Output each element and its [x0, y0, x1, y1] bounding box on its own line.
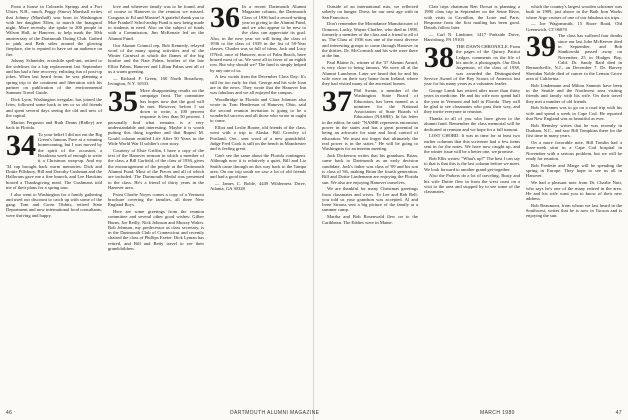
paragraph-text: Outside of an international mix, we reflected soberly on hunger. Dress for our next age with in San Francisco.: [322, 4, 418, 20]
class-note-paragraph: [210, 4, 306, 73]
paragraph-text: — Richard F. Green, 160 North Broadway, Irvington, N.Y. 10533: [108, 75, 204, 87]
class-note-paragraph: [108, 4, 204, 41]
paragraph-text: Also the Parkers do a lot of traveling. Rusty and his wife Dottie flew in from the west coast on a visit to the area and stopped by to see some of the classmates.: [424, 173, 520, 195]
class-note-paragraph: [526, 203, 622, 219]
paragraph-text: George Lamb has retired after more than thirty years in medicine. He and his wife now spend half the year in Vermont and half in Florida. They will be glad to see classmates who pass their way, and they invite everyone to reunion.: [424, 87, 520, 115]
class-year-dropcap: 38: [424, 41, 454, 75]
class-note-paragraph: [210, 181, 306, 192]
class-year-dropcap: 39: [526, 30, 556, 64]
class-note-paragraph: [526, 83, 622, 104]
paragraph-text: Woodbridge in Florida and Clara Johnson also wrote in. Tom Henderson of Hanover, Ohio, said the second reunion invitation is going to be a wonderful success and all those who wrote in ought to come.: [210, 97, 306, 124]
class-note-paragraph: [6, 97, 102, 118]
class-note-paragraph: [424, 4, 520, 30]
left-column-2: [108, 4, 204, 402]
class-note-paragraph: [424, 133, 520, 154]
class-note-paragraph: [322, 186, 418, 212]
paragraph-text: Thanks to all of you who have given to the alumni fund. Remember the class memorial will be dedicated at reunion and we hope for a full turnout.: [424, 115, 520, 132]
right-column-3: [526, 4, 622, 402]
class-note-paragraph: [210, 74, 306, 95]
left-column-1: [6, 4, 102, 402]
class-year-dropcap: 37: [322, 84, 352, 118]
paragraph-text: — Joe Wagonsmith, 15 Shore Road, Old Greenwich, CT 06870: [526, 21, 622, 32]
class-note-paragraph: [6, 4, 102, 57]
paragraph-text: Johnny Schneider, erstwhile spell-ant, retired to the sidelines for a hip replacement last September and has had a fine recovery, enlisting fun of post-op jokes. When last heard from, he was planning a spring trip to the continent and liberation with his partner on publication of the environmental Summer Travel Guide.: [6, 58, 102, 96]
paragraph-text: Here are some greetings from the reunion committee and several other good wishes: Gilber Burns, Joe Reilly, Nick Johnson and Murray Walter. Bob Johnson, my predecessor as class secretary, is in the Dartmouth Club of Connecticut and recently chaired the class of Phillips Exeter. Dick Lyman has retired, and Bill and Betty travel to see their grandchildren.: [108, 208, 204, 252]
class-year-dropcap: 35: [108, 84, 138, 118]
paragraph-text: Marion Ferguson and Ruth Deans (Ridley) are back in Florida.: [6, 119, 102, 131]
class-year-dropcap: 34: [6, 128, 36, 162]
class-note-paragraph: [210, 125, 306, 151]
class-note-paragraph: [424, 41, 520, 87]
class-note-paragraph: [526, 21, 622, 32]
class-year-dropcap: 36: [210, 4, 240, 34]
paragraph-text: Elliot and Leslie Boone, old friends of the class, went with a trip to Alaska. Bill Crowley of Portland, Ore., sent word of a new grandchild. Judge Fred Cook is still on the bench in Manchester and is feeling great.: [210, 125, 306, 152]
class-note-paragraph: [210, 153, 306, 179]
class-note-paragraph: [424, 173, 520, 194]
right-column-2: [424, 4, 520, 402]
left-page-number: 46: [6, 410, 13, 416]
class-note-paragraph: [322, 214, 418, 225]
paragraph-text: Jack Dickerson writes that his grandson, Brian, came back to Dartmouth as an early decision candidate. Jack's father was class of '09 and his son is class of '66, making Brian the fourth generation. Bill and Dottie Lindemann are enjoying the Florida sun. We also are enjoying Hanover ourselves.: [322, 153, 418, 185]
class-note-paragraph: [424, 32, 520, 43]
paragraph-text: Phil Swain, a member of the Washington State Board of Education, has been named as a nominee for the National Association of State Boards of Education (NASBE). In his letter to the editor, he said: "NASBE represents enormous power in the states and has a great potential in being an advocate for state and local control of education. We must not forget that ultimately the real power is in the states." He will be going to Washington for an interim meeting.: [322, 87, 418, 152]
paragraph-text: A few words from the December Class Day: It's still far too early for that. George and his wife Joan are in the news. They wrote that the Hanover Inn was fabulous and we all enjoyed the campus.: [210, 74, 306, 96]
paragraph-text: Bob Fredette and Marge will be spending the spring in Europe. They hope to see us all in Hanover.: [526, 162, 622, 179]
paragraph-text: THE DAWN CHRONICLE. From the pages of the Quincy Patriot Ledger, comments on the life of his uncle, a photograph. Our Dick Jorgenson, of the class of 1938, was awarded the Distinguished Service Award of the Boy Scouts of America last year for his many years as a volunteer leader.: [424, 44, 520, 87]
paragraph-text: — Carl N. Lindoner, 1417 Parkside Drive, Harrisburg, PA 19103: [424, 31, 520, 43]
class-note-paragraph: [526, 180, 622, 201]
class-note-paragraph: [322, 4, 418, 20]
class-note-paragraph: [108, 192, 204, 208]
class-note-paragraph: [108, 209, 204, 251]
issue-date: MARCH 1980: [480, 410, 515, 416]
paragraph-text: From Charlie Noyes comes a copy of a Vermont brochure covering the families, all three New England Boys.: [108, 191, 204, 208]
class-note-paragraph: [108, 84, 204, 146]
class-note-paragraph: [526, 123, 622, 139]
paragraph-text: I also went to Washington for a family gathering and used our discount to catch up with some of the gang. Tom and Gwen Tibbits, retired State Department and now international food consultants, were thriving and happy.: [6, 191, 102, 218]
paragraph-text: Courtesy of Elsie Griffin, I have a copy of the text of the Hanover sermon in which a member of the class, a Bill Garfield, of the class of 1936, gives the encouragement of the people at the Dartmouth Alumni Fund. Most of the Pieces and all of which are included. The Dartmouth Medal was presented to the class. He's a friend of thirty years in the Hanover area.: [108, 147, 204, 190]
class-note-paragraph: [424, 88, 520, 114]
class-note-paragraph: [108, 148, 204, 190]
paragraph-text: Can't see the same about the Florida contingent. Although now it is relatively a quiet, Bill and Liz Smith came through on this way back to the Tampa area. On our trip south we saw a lot of old friends and had a good time.: [210, 153, 306, 180]
class-note-paragraph: [322, 21, 418, 58]
paragraph-text: LOST CHORD. It was in time for at least two earlier columns that this scrivener had a few items sent in for the notes. We have now caught up, and the winter issue will be a better one, we promise.: [424, 133, 520, 155]
left-column-3: [210, 4, 306, 402]
paragraph-text: Paul Blaine Jr., winner of the '37 Alumni Award, is very close to being famous. We were all at the Alumni Luncheon. Later we heard that he and his wife were on their way home from Ireland, where they had visited many of the ancestral homes.: [322, 59, 418, 87]
class-note-paragraph: [210, 97, 306, 123]
paragraph-text: We are thankful for many Christmas greetings from classmates and wives. To Lee and Bob Bell: you told us your grandson was accepted. Al and Irene Strauss sent a big picture of the family at a summer camp.: [322, 186, 418, 213]
paragraph-text: Bob Hemsley writes that he was recently in Durham, N.C., and saw Bill Tompkins there for the first time in many years.: [526, 122, 622, 139]
class-note-paragraph: [108, 43, 204, 75]
class-note-paragraph: [6, 192, 102, 218]
class-note-paragraph: [6, 58, 102, 95]
paragraph-text: Bob Ellis writes: "What's up?" The best I can say to that is that this is the last column before we meet. We look forward to another grand get-together.: [424, 156, 520, 172]
class-note-paragraph: [322, 153, 418, 185]
paragraph-text: We had a pleasant note from Dr. Charlie Nutt, who says he's one of the many retired in the area. He and his wife want you to know of their new address.: [526, 180, 622, 202]
paragraph-text: Bob Beaumont, from whom we last heard in the Southwest, writes that he is now in Tucson and is enjoying the sun.: [526, 202, 622, 219]
right-page-number: 47: [615, 410, 622, 416]
paragraph-text: Dick Lyon, Washington irregular, has joined the Ivies, followed some back to ten or so old friends and spent several days seeing the old and new of the capital.: [6, 97, 102, 118]
right-column-1: [322, 4, 418, 402]
class-note-paragraph: [108, 76, 204, 87]
class-note-paragraph: [526, 140, 622, 161]
class-note-paragraph: [424, 116, 520, 132]
paragraph-text: — James C. Bolde, 4449 Wilderness Drive, Atlanta, GA 30328: [210, 181, 306, 192]
paragraph-text: which the country's largest wooden schooner was built in 1909, just above in the Bath Iron Works where Argo cruises of one of our fabulous six trips.: [526, 4, 622, 20]
class-note-paragraph: [6, 128, 102, 190]
paragraph-text: Bob Schramm was to go on a road trip with his wife and spend a week in Cape Cod. He reported that New England was as beautiful as ever.: [526, 105, 622, 121]
paragraph-text: On a more favorable note, Bill Tomlin had a three-week stint in a Cape Cod hospital in November with a serious problem, but we will be ready for reunion.: [526, 140, 622, 162]
paragraph-text: More disappointing results on the campaign front. The committee has hopes now that the goal will be met. However, before I sat down to write, a 100 percent response is less than 50 percent. I personally find what remains is a very understandable and interesting. Maybe it is worth putting this thing together and that Rupert M. Gould column entitled Life After 50 Years in the Wide World War II soldier's own story.: [108, 87, 204, 146]
paragraph-text: In a recent Dartmouth Alumni Magazine column, the Dartmouth Class of 1936 had a record-setting year in giving to the Alumni Fund, and we who appear to be new to the class can appreciate its goal. Also, in the new year we will bring the class of 1936 to the class of 1939 in the list of 50-Year classes. Charles was so full of ideas. Jack and Lucy O'Neil, once of Hanover, now of Palm Beach, have hosted most of us. We were all in favor of an eighth row. But why should we? The fund is simply helped by any one of us.: [210, 4, 306, 73]
paragraph-text: Clair trips chairman Ben Dorsat is planning a 1990 class trip in September on the Seine River, with visits to Cavaillon, the Loire and Paris. Response from the first mailing has been good. Details follow later.: [424, 4, 520, 31]
paragraph-text: The class has suffered four deaths since our last Jobe McKeever died in September, and Bob Stankowski passed away on November 25 in Hodges Bay, Calif. Dr. Sandy Raid died in Bernardsville, N.J., on December 7. Dr. Harvey Sheridan Noble died of cancer in the Lemon Grove area of California.: [526, 33, 622, 81]
class-note-paragraph: [322, 60, 418, 86]
class-note-paragraph: [6, 120, 102, 131]
publication-name: DARTMOUTH ALUMNI MAGAZINE: [230, 410, 320, 416]
paragraph-text: Bob Lindemann and Milton Sammis have been in the Seattle and the Northwest area visiting friends and family with his wife. On their travel they met a number of old friends.: [526, 82, 622, 104]
paragraph-text: Martha and Bob Rosenwald flew on to the Caribbean. The Eddies were in Maine.: [322, 214, 418, 225]
paragraph-text: From a house in Colorado Springs and a Fort Ulster, N.H., ranch, Peggy (Snow) Marshall writes that Johnny (Marshall) was born in Washington with her daughter Ellen, to march the Inaugural night. More recently, she spoke to 200 people in Wilson Hall, in Hanover, to help mark the 50th anniversary of the Dartmouth Outing Club. Gathed to pink and Beth sides around the glowing fireplace, she is reputed to have set an audience on fire.: [6, 4, 102, 57]
paragraph-text: love and wherever family was to be found, and of course to Hanover to the reunion we missed. Congrats to Ed and Maxine! A grateful thank you to Moe Frankel! Schol-arship Fund is now being made to students in need. Also on the subject of funds with a Commission, Jim McKenzie led on the Alumni Fund.: [108, 4, 204, 41]
right-page: [314, 0, 628, 420]
class-note-paragraph: [322, 84, 418, 152]
paragraph-text: Our Alumni Council rep, Bob Kennedy, relayed word of the many spring activities and of the Winter Carnival at which the flames of the big bonfire and the Nate Palms, brother of the late Elliot Palms, Hanover and Lillian Palms sent all of us a warm greeting.: [108, 42, 204, 75]
class-note-paragraph: [526, 105, 622, 121]
class-note-paragraph: [424, 156, 520, 172]
class-note-paragraph: [526, 4, 622, 20]
class-note-paragraph: [526, 30, 622, 81]
class-note-paragraph: [526, 163, 622, 179]
paragraph-text: Don't remember the Moondance Manufacturer of Oomoos, Lucky, Wayne Chaffee, who died in 1998, formerly a member of the class and a friend to all of us. The Class of 1936 was one of the most diverse and interesting groups to come through Hanover in the thirties. Dr. McCormick and his wife were there at the Inn.: [322, 21, 418, 59]
paragraph-text: To your belief I did not eat the Big Green's famous Pave at a winning homecoming, but I was moved by the spirit of the occasion, a Boudreau week of enough to write it a Christmas wrap-up. And my '34 cap brought back warm memories. Dick and Dottie Pillsbury, Bill and Dorothy Cushman and the Hallorans gave me a fine brunch, and Lee Hawkins hosted a Thanksgiving meal. The Cushmans told me of their plans for a spring tour.: [6, 131, 102, 190]
